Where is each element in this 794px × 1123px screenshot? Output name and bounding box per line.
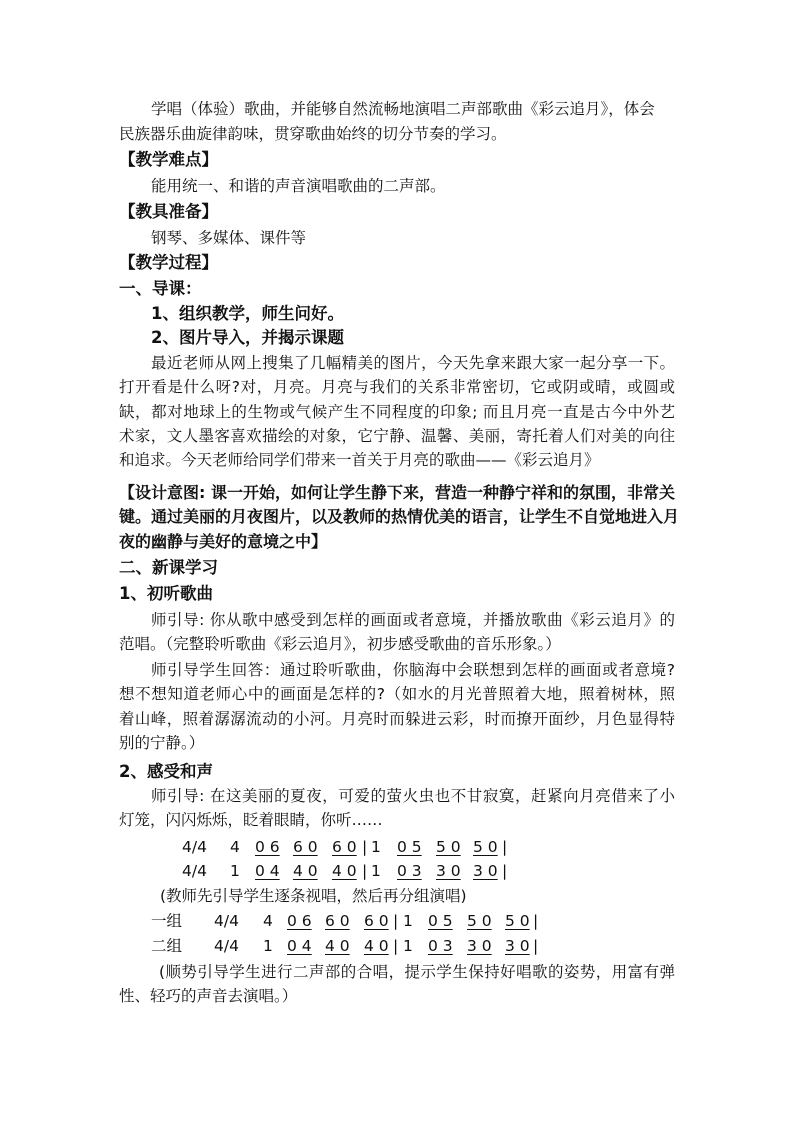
section-1-heading: 一、导课： [119,279,202,298]
bar-line: | [362,862,368,880]
intro-line-1: 学唱（体验）歌曲，并能够自然流畅地演唱二声部歌曲《彩云追月》，体会 [151,100,655,118]
step-2: 2、图片导入，并揭示课题 [151,328,344,347]
meter: 4/4 [214,937,239,955]
bar-line: | [393,912,399,930]
text-line: 别的宁静。） [119,733,205,752]
text-line: 【设计意图: 课一开始，如何让学生静下来，营造一种静宁祥和的氛围，非常关 [119,483,675,502]
note-group: 5 0 [473,838,498,856]
note-group: 6 0 [332,838,357,856]
bar-line: | [502,838,508,856]
note-group: 0 5 [397,838,422,856]
note-group: 6 0 [364,912,389,930]
paragraph-fireflies [119,784,675,833]
note-group: 3 0 [505,937,530,955]
paragraph-guide-listen [119,608,675,657]
note-group: 4 0 [325,937,350,955]
note-group: 6 0 [325,912,350,930]
note-group: 5 0 [467,912,492,930]
text-line: 范唱。（完整聆听歌曲《彩云追月》，初步感受歌曲的音乐形象。） [119,635,561,654]
note: 1 [371,838,381,856]
bar-line: | [533,937,539,955]
text-line: 灯笼，闪闪烁烁，眨着眼睛，你听…… [119,811,383,830]
text-line: 着山峰，照着潺潺流动的小河。月亮时而躲进云彩，时而撩开面纱，月色显得特 [119,709,675,728]
group-label: 二组 [151,937,183,955]
section-2-heading: 二、新课学习 [119,558,218,577]
text-line: 师引导学生回答：通过聆听歌曲，你脑海中会联想到怎样的画面或者意境? [151,661,675,679]
text-line: 缺，都对地球上的生物或气候产生不同程度的印象; 而且月亮一直是古今中外艺 [119,402,675,421]
paragraph-intro-story [119,351,675,472]
note: 4 [263,912,273,930]
meter: 4/4 [182,862,207,880]
note-group: 4 0 [364,937,389,955]
design-intent [119,481,680,554]
materials-heading: 【教具准备】 [119,202,218,221]
text-line: 最近老师从网上搜集了几幅精美的图片，今天先拿来跟大家一起分享一下。 [151,354,675,372]
text-line: 师引导: 你从歌中感受到怎样的画面或者意境，并播放歌曲《彩云追月》的 [151,611,675,629]
note-group: 3 0 [436,862,461,880]
text-line: 师引导: 在这美丽的夏夜，可爱的萤火虫也不甘寂寞，赶紧向月亮借来了小 [151,787,675,805]
bar-line: | [393,937,399,955]
note-group: 5 0 [505,912,530,930]
note: 1 [371,862,381,880]
note-group: 4 0 [332,862,357,880]
step-1: 1、组织教学，师生问好。 [151,304,344,323]
text-line: (顺势引导学生进行二声部的合唱，提示学生保持好唱歌的姿势，用富有弹 [159,963,675,981]
note-group: 0 6 [255,838,280,856]
paragraph-chorus [119,960,675,1009]
note-group: 5 0 [436,838,461,856]
materials-text: 钢琴、多媒体、课件等 [151,229,307,247]
intro-line-2: 民族器乐曲旋律韵味，贯穿歌曲始终的切分节奏的学习。 [119,125,507,143]
note-group: 0 6 [287,912,312,930]
text-line: 和追求。今天老师给同学们带来一首关于月亮的歌曲——《彩云追月》 [119,451,600,470]
process-heading: 【教学过程】 [119,253,218,272]
text-line: 键。通过美丽的月夜图片，以及教师的热情优美的语言，让学生不自觉地进入月 [119,507,680,527]
note-group: 0 4 [255,862,280,880]
text-line: 夜的幽静与美好的意境之中】 [119,531,328,551]
subsection-1-heading: 1、初听歌曲 [119,584,213,603]
note-group: 4 0 [293,862,318,880]
note-group: 0 3 [397,862,422,880]
note: 1 [403,937,413,955]
note: 4 [230,838,240,856]
meter: 4/4 [182,838,207,856]
text-line: 想不想知道老师心中的画面是怎样的?（如水的月光普照着大地，照着树林，照 [119,685,675,704]
difficulty-text: 能用统一、和谐的声音演唱歌曲的二声部。 [151,177,446,195]
paragraph-guide-answer [119,658,675,755]
text-line: 打开看是什么呀?对，月亮。月亮与我们的关系非常密切，它或阴或晴，或圆或 [119,378,675,397]
difficulty-heading: 【教学难点】 [119,150,218,169]
note: 1 [263,937,273,955]
note-group: 3 0 [467,937,492,955]
note-group: 3 0 [473,862,498,880]
text-line: 术家，文人墨客喜欢描绘的对象，它宁静、温馨、美丽，寄托着人们对美的向往 [119,426,675,445]
note-group: 0 3 [428,937,453,955]
note: 1 [230,862,240,880]
note-group: 0 4 [287,937,312,955]
bar-line: | [362,838,368,856]
subsection-2-heading: 2、感受和声 [119,762,213,781]
text-line: 性、轻巧的声音去演唱。） [119,987,298,1006]
teacher-note: (教师先引导学生逐条视唱，然后再分组演唱) [160,887,467,905]
note-group: 0 5 [428,912,453,930]
bar-line: | [502,862,508,880]
note: 1 [403,912,413,930]
group-label: 一组 [151,912,183,930]
meter: 4/4 [214,912,239,930]
note-group: 6 0 [293,838,318,856]
bar-line: | [533,912,539,930]
